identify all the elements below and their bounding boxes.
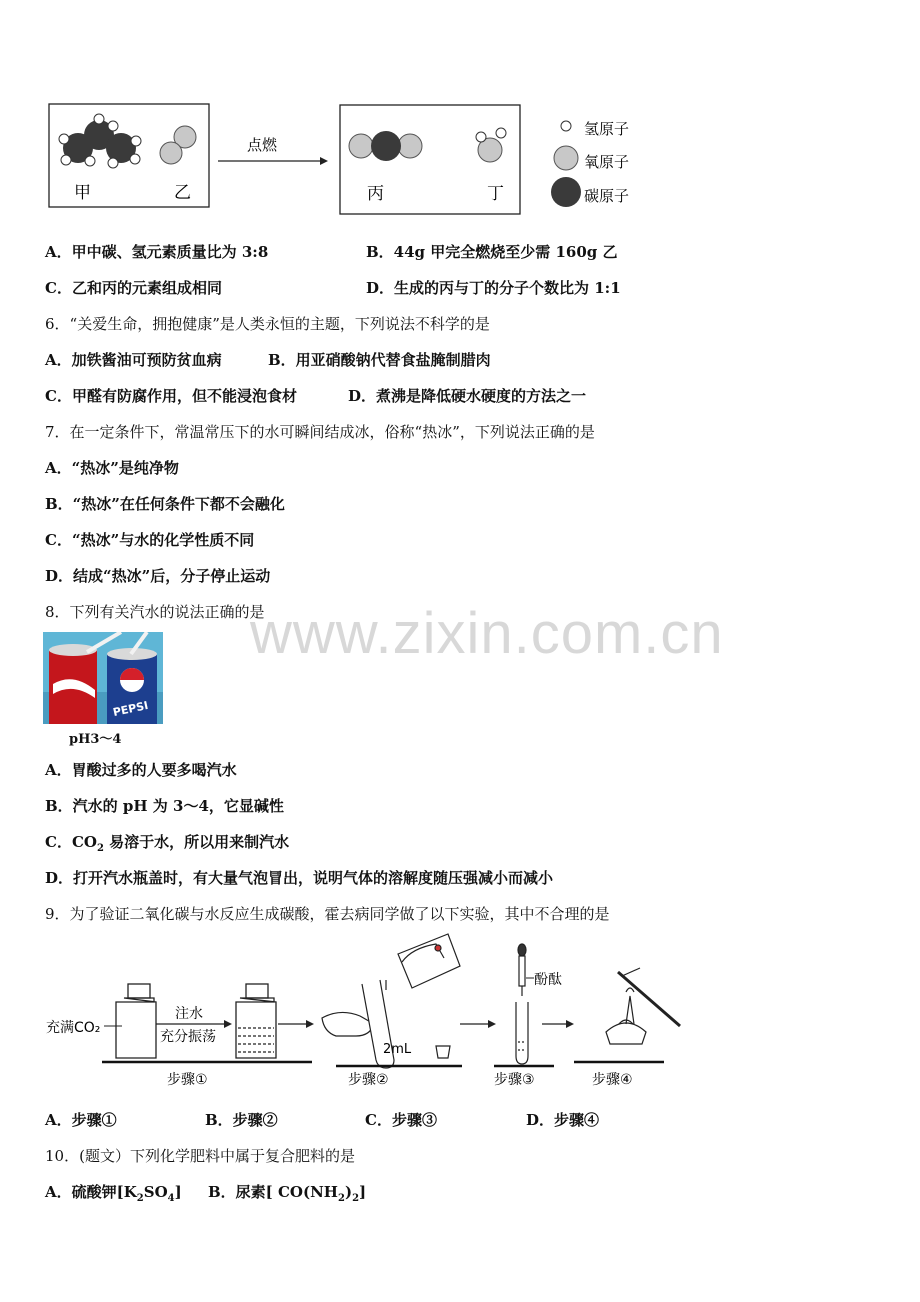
bing-molecule [349, 131, 422, 161]
carbon-legend-icon [551, 177, 581, 207]
legend-hydrogen: 氢原子 [584, 120, 630, 138]
q10-option-b [208, 1182, 366, 1209]
q9-option-d: D．步骤④ [526, 1111, 600, 1129]
q10-option-a-pre: A．硫酸钾[K [45, 1183, 137, 1201]
indicator-label: 酚酞 [534, 972, 562, 988]
q6-stem: 6．“关爱生命，拥抱健康”是人类永恒的主题，下列说法不科学的是 [45, 315, 490, 333]
pepsi-text: PEPSI [111, 698, 150, 720]
step2-label: 步骤② [348, 1072, 389, 1088]
label-jia: 甲 [74, 183, 91, 203]
q6-option-b: B．用亚硝酸钠代替食盐腌制腊肉 [268, 351, 491, 369]
q10-stem: 10．(题文）下列化学肥料中属于复合肥料的是 [45, 1147, 355, 1165]
add-water-label: 注水 [175, 1006, 203, 1022]
volume-label: 2mL [383, 1042, 412, 1057]
q10-option-a-post: ] [174, 1183, 182, 1201]
q7-option-b: B．“热冰”在任何条件下都不会融化 [45, 495, 285, 513]
q7-option-d: D．结成“热冰”后，分子停止运动 [45, 567, 271, 585]
step1-label: 步骤① [167, 1072, 208, 1088]
q8-option-d: D．打开汽水瓶盖时，有大量气泡冒出，说明气体的溶解度随压强减小而减小 [45, 869, 554, 887]
q10-option-a-sub1: 2 [136, 1193, 144, 1204]
arrow-label: 点燃 [247, 136, 278, 154]
q10-option-b-pre: B．尿素[ CO(NH [208, 1183, 338, 1201]
q10-option-a-mid: SO [143, 1183, 168, 1201]
stopper [436, 1046, 450, 1058]
jia-molecule [59, 114, 141, 168]
q7-option-c: C．“热冰”与水的化学性质不同 [45, 531, 255, 549]
q9-option-a: A．步骤① [45, 1111, 117, 1129]
label-bing: 丙 [367, 184, 384, 204]
q8-option-a: A．胃酸过多的人要多喝汽水 [45, 761, 237, 779]
reaction-figure [40, 95, 660, 225]
step4-label: 步骤④ [592, 1072, 633, 1088]
label-yi: 乙 [174, 183, 191, 203]
q9-stem: 9．为了验证二氧化碳与水反应生成碳酸，霍去病同学做了以下实验，其中不合理的是 [45, 905, 610, 923]
shake-label: 充分振荡 [160, 1029, 216, 1045]
q6-option-d: D．煮沸是降低硬水硬度的方法之一 [348, 387, 587, 405]
heating-setup [606, 968, 680, 1044]
q8-option-c-sub: 2 [96, 843, 104, 854]
q10-option-a-sub2: 4 [167, 1193, 175, 1204]
q10-option-b-sub1: 2 [337, 1193, 345, 1204]
q6-option-c: C．甲醛有防腐作用，但不能浸泡食材 [45, 387, 297, 405]
label-ding: 丁 [487, 184, 504, 204]
q5-option-d: D．生成的丙与丁的分子个数比为 1:1 [366, 279, 621, 297]
q8-stem: 8．下列有关汽水的说法正确的是 [45, 603, 265, 621]
test-tube-3 [516, 1002, 528, 1064]
q10-option-b-mid: ) [344, 1183, 353, 1201]
q6-option-a: A．加铁酱油可预防贫血病 [45, 351, 222, 369]
photo-caption: pH3～4 [69, 732, 122, 747]
q7-stem: 7．在一定条件下，常温常压下的水可瞬间结成冰，俗称“热冰”，下列说法正确的是 [45, 423, 595, 441]
soda-cans-photo [43, 632, 163, 724]
bottle-water [236, 984, 276, 1058]
atom-legend [551, 120, 629, 207]
bottle-empty [116, 984, 156, 1058]
q5-option-b: B．44g 甲完全燃烧至少需 160g 乙 [366, 243, 618, 261]
q8-option-c-post: 易溶于水，所以用来制汽水 [103, 833, 290, 851]
q8-option-c [45, 832, 289, 859]
q10-option-b-sub2: 2 [352, 1193, 360, 1204]
filled-co2-label: 充满CO₂ [46, 1020, 101, 1036]
q9-option-b: B．步骤② [205, 1111, 278, 1129]
dropper [518, 944, 526, 996]
q9-option-c: C．步骤③ [365, 1111, 437, 1129]
q7-option-a: A．“热冰”是纯净物 [45, 459, 179, 477]
q8-option-c-pre: C．CO [45, 833, 97, 851]
legend-oxygen: 氧原子 [584, 153, 630, 171]
q5-option-c: C．乙和丙的元素组成相同 [45, 279, 222, 297]
yi-molecule [160, 126, 196, 164]
ding-molecule [476, 128, 506, 162]
q5-option-a: A．甲中碳、氢元素质量比为 3:8 [45, 243, 269, 261]
arrowhead [320, 157, 328, 165]
hydrogen-legend-icon [561, 121, 571, 131]
q10-option-a [45, 1182, 182, 1209]
legend-carbon: 碳原子 [584, 187, 630, 205]
experiment-figure [40, 932, 690, 1100]
watermark: www.zixin.com.cn [250, 601, 724, 666]
oxygen-legend-icon [554, 146, 578, 170]
step3-label: 步骤③ [494, 1072, 535, 1088]
q8-option-b: B．汽水的 pH 为 3～4，它显碱性 [45, 797, 284, 815]
q10-option-b-post: ] [359, 1183, 367, 1201]
